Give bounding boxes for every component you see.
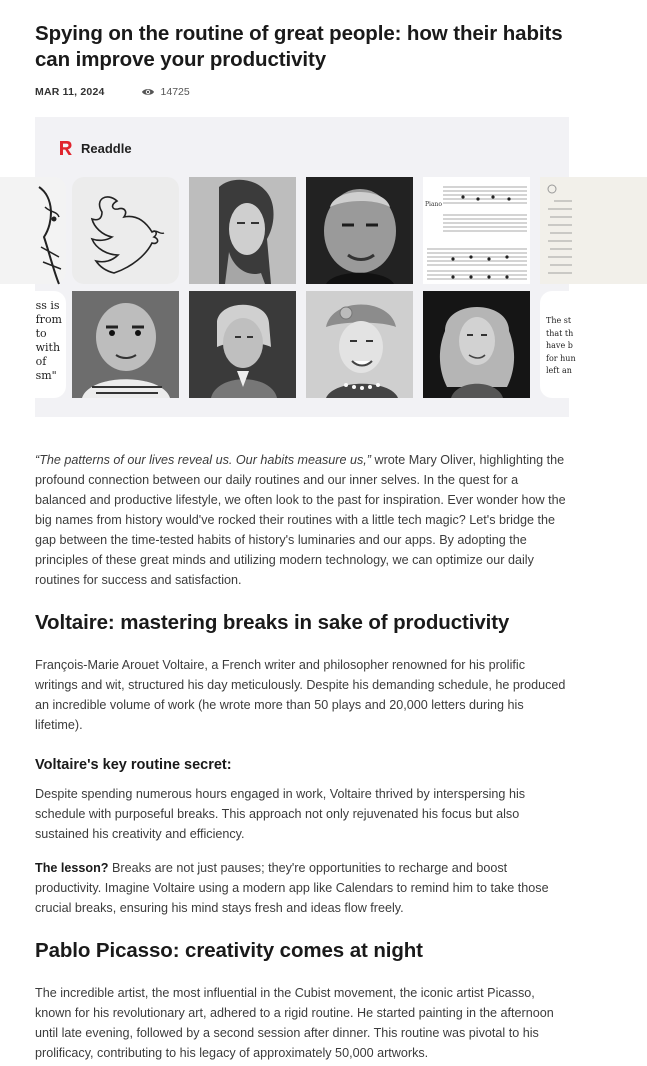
intro-text: wrote Mary Oliver, highlighting the profound connection between our daily routines and our inner selves. In the quest for a balanced and productive lifestyle, we often look to the past for inspiration. Ever wonder how the big names from history would've rocked their routines with a little tech magic? Let's bridge the gap between the time-tested habits of history's luminaries and our apps. By adopting the principles of these great minds and utilizing modern technology, we can optimize our daily routines for success and satisfaction. xyxy=(35,453,566,587)
quote-card-right xyxy=(540,291,647,398)
picasso-heading: Pablo Picasso: creativity comes at night xyxy=(35,939,423,962)
intro-paragraph xyxy=(35,450,571,590)
voltaire-subheading: Voltaire's key routine secret: xyxy=(35,757,232,773)
chanel-portrait-card xyxy=(306,291,413,398)
readdle-logo-icon xyxy=(59,140,73,156)
mozart-portrait-card xyxy=(189,291,296,398)
article-meta xyxy=(35,85,190,99)
view-count xyxy=(141,86,190,98)
article-title: Spying on the routine of great people: how their habits can improve your productivity xyxy=(35,22,563,71)
voltaire-portrait-card xyxy=(423,291,530,398)
picasso-portrait-card xyxy=(72,291,179,398)
intro-quote: “The patterns of our lives reveal us. Our habits measure us,” xyxy=(35,453,371,467)
eye-icon xyxy=(141,87,155,97)
quote-card-right-text: The st that th have b for hun left an xyxy=(546,316,576,375)
readdle-brand xyxy=(59,140,132,156)
hero-image xyxy=(35,117,576,417)
lesson-label: The lesson? xyxy=(35,861,109,875)
voltaire-paragraph: François-Marie Arouet Voltaire, a French writer and philosopher renowned for his prolific writings and wit, structured his day meticulously. Despite his demanding schedule, he produced an incredible volume of work (he wrote more than 50 plays and 20,000 letters during his lifetime). xyxy=(35,658,566,732)
publish-date: MAR 11, 2024 xyxy=(35,86,105,98)
woolf-portrait-card xyxy=(189,177,296,284)
quote-card-left-text: ss is from to with of sm" xyxy=(35,299,62,382)
voltaire-lesson-paragraph xyxy=(35,858,571,918)
voltaire-heading: Voltaire: mastering breaks in sake of productivity xyxy=(35,611,510,634)
letter-card xyxy=(540,177,647,284)
brand-name: Readdle xyxy=(81,140,132,156)
view-count-value: 14725 xyxy=(160,86,190,98)
dove-drawing-card xyxy=(72,177,179,284)
voltaire-secret-paragraph: Despite spending numerous hours engaged in work, Voltaire thrived by interspersing his schedule with purposeful breaks. This approach not only rejuvenated his focus but also sustained his creativity and efficiency. xyxy=(35,787,526,841)
quote-card-left xyxy=(0,291,66,398)
music-label: Piano xyxy=(425,201,443,208)
sheet-music-card xyxy=(423,177,530,284)
portrait-card xyxy=(0,177,66,284)
picasso-paragraph: The incredible artist, the most influential in the Cubist movement, the iconic artist Picasso, known for his revolutionary art, adhered to a rigid routine. He started painting in the afternoon until late evening, followed by a second session after dinner. This routine was pivotal to his prolificacy, contributing to his legacy of approximately 50,000 artworks. xyxy=(35,986,554,1060)
dove-icon xyxy=(72,177,179,284)
lesson-text: Breaks are not just pauses; they're opportunities to recharge and boost productivity. Imagine Voltaire using a modern app like Calendars to remind him to take those crucial breaks, ensuring his mind stays fresh and ideas flow freely. xyxy=(35,861,549,915)
churchill-portrait-card xyxy=(306,177,413,284)
